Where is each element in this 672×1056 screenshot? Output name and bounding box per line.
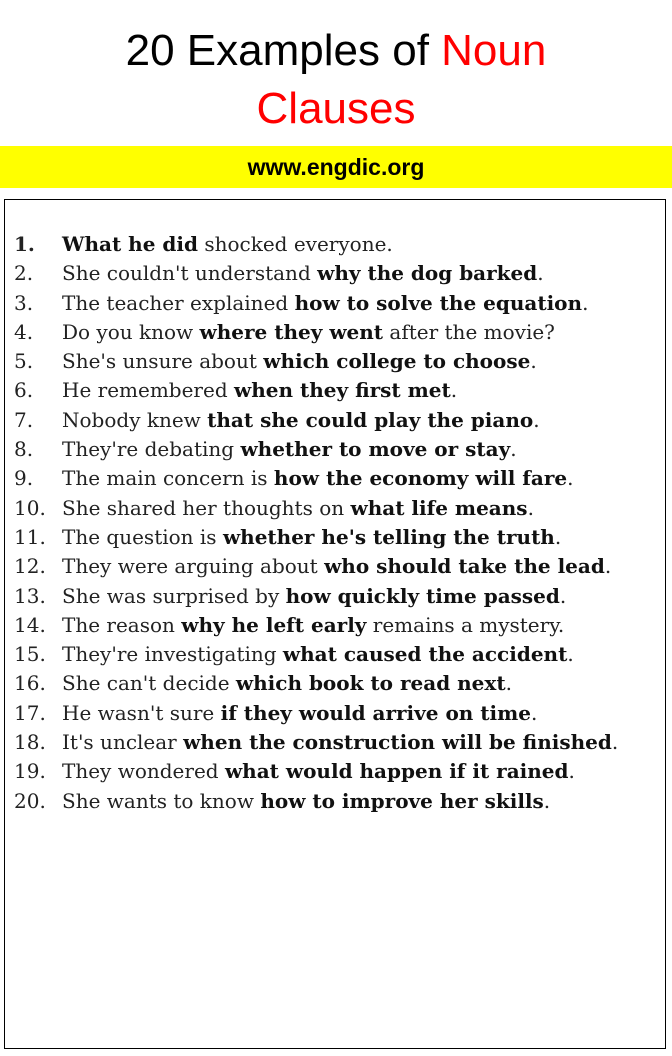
item-text-post: remains a mystery. <box>366 612 565 637</box>
list-item <box>14 582 664 611</box>
noun-clause: that she could play the piano <box>207 407 534 432</box>
noun-clause: whether to move or stay <box>240 437 511 462</box>
noun-clause: when they first met <box>234 378 451 403</box>
item-text-post: . <box>527 495 534 520</box>
item-number: 13. <box>14 583 46 608</box>
noun-clause: what caused the accident <box>282 642 568 667</box>
noun-clause: what life means <box>350 495 528 520</box>
item-text-post: . <box>568 759 575 784</box>
item-number: 2. <box>14 261 34 286</box>
title-line-2: Clauses <box>256 84 416 133</box>
item-text-post: shocked everyone. <box>197 232 393 256</box>
noun-clause: why he left early <box>181 612 367 637</box>
item-text-post: . <box>567 466 574 491</box>
list-item <box>14 757 664 786</box>
list-item <box>14 230 664 259</box>
title-part-1: 20 Examples of <box>125 26 429 75</box>
item-text-pre: They were arguing about <box>62 554 325 579</box>
item-text-post: after the movie? <box>383 319 555 344</box>
item-text-pre: She couldn't understand <box>62 261 318 286</box>
item-text-pre: They're investigating <box>62 642 283 667</box>
noun-clause: where they went <box>199 319 384 344</box>
website-url: www.engdic.org <box>247 154 425 180</box>
list-item <box>14 318 664 347</box>
item-text-post: . <box>554 524 562 549</box>
item-text-pre: He wasn't sure <box>62 700 221 725</box>
item-text-pre: She shared her thoughts on <box>62 495 351 520</box>
item-text-pre: It's unclear <box>62 730 184 755</box>
item-text-post: . <box>582 290 589 315</box>
examples-list <box>14 230 664 816</box>
item-text-post: . <box>611 730 619 755</box>
page-title <box>0 22 672 138</box>
item-number: 15. <box>14 642 46 667</box>
list-item <box>14 552 664 581</box>
item-number: 3. <box>14 290 34 315</box>
noun-clause: whether he's telling the truth <box>222 524 555 549</box>
item-text-post: . <box>533 407 540 432</box>
noun-clause: how to solve the equation <box>294 290 583 315</box>
list-item <box>14 728 664 757</box>
item-text-pre: The question is <box>62 524 223 549</box>
item-number: 12. <box>14 554 46 579</box>
item-number: 17. <box>14 700 46 725</box>
title-part-2: Noun <box>441 26 547 75</box>
item-number: 14. <box>14 612 46 637</box>
item-text-post: . <box>537 261 544 286</box>
noun-clause: who should take the lead <box>324 554 605 579</box>
item-number: 20. <box>14 788 46 813</box>
list-item <box>14 435 664 464</box>
item-text-pre: Do you know <box>62 319 200 344</box>
item-text-pre: He remembered <box>62 378 234 403</box>
item-number: 4. <box>14 319 34 344</box>
noun-clause: how the economy will fare <box>273 466 568 491</box>
noun-clause: which book to read next <box>235 671 506 696</box>
item-text-post: . <box>505 671 512 696</box>
item-number: 7. <box>14 407 34 432</box>
list-item <box>14 464 664 493</box>
list-item <box>14 611 664 640</box>
noun-clause: What he did <box>62 232 198 256</box>
noun-clause: which college to choose <box>263 349 531 374</box>
list-item <box>14 376 664 405</box>
item-text-pre: She can't decide <box>62 671 236 696</box>
noun-clause: how quickly time passed <box>285 583 560 608</box>
list-item <box>14 289 664 318</box>
item-number: 19. <box>14 759 46 784</box>
item-number: 8. <box>14 437 34 462</box>
item-text-post: . <box>530 349 537 374</box>
list-item <box>14 787 664 816</box>
item-number: 11. <box>14 524 46 549</box>
item-number: 1. <box>14 232 35 256</box>
item-number: 6. <box>14 378 34 403</box>
item-text-post: . <box>543 788 551 813</box>
list-item <box>14 494 664 523</box>
item-text-post: . <box>510 437 517 462</box>
website-banner <box>0 146 672 188</box>
list-item <box>14 669 664 698</box>
item-text-pre: Nobody knew <box>62 407 208 432</box>
noun-clause: when the construction will be finished <box>183 730 612 755</box>
item-number: 16. <box>14 671 46 696</box>
item-text-post: . <box>450 378 458 403</box>
item-text-pre: They're debating <box>62 437 241 462</box>
item-text-pre: The main concern is <box>62 466 274 491</box>
list-item <box>14 699 664 728</box>
item-text-pre: She's unsure about <box>62 349 264 374</box>
noun-clause: why the dog barked <box>317 261 538 286</box>
item-number: 9. <box>14 466 34 491</box>
noun-clause: what would happen if it rained <box>224 759 569 784</box>
item-text-pre: The reason <box>62 612 182 637</box>
item-text-pre: The teacher explained <box>62 290 295 315</box>
noun-clause: if they would arrive on time <box>220 700 532 725</box>
list-item <box>14 523 664 552</box>
item-text-pre: She wants to know <box>62 788 261 813</box>
list-item <box>14 347 664 376</box>
list-item <box>14 406 664 435</box>
item-text-post: . <box>567 642 574 667</box>
item-number: 10. <box>14 495 46 520</box>
list-item <box>14 259 664 288</box>
item-number: 5. <box>14 349 34 374</box>
list-item <box>14 640 664 669</box>
item-number: 18. <box>14 730 46 755</box>
item-text-post: . <box>531 700 538 725</box>
noun-clause: how to improve her skills <box>260 788 544 813</box>
item-text-pre: She was surprised by <box>62 583 286 608</box>
item-text-post: . <box>604 554 612 579</box>
item-text-pre: They wondered <box>62 759 225 784</box>
item-text-post: . <box>559 583 567 608</box>
